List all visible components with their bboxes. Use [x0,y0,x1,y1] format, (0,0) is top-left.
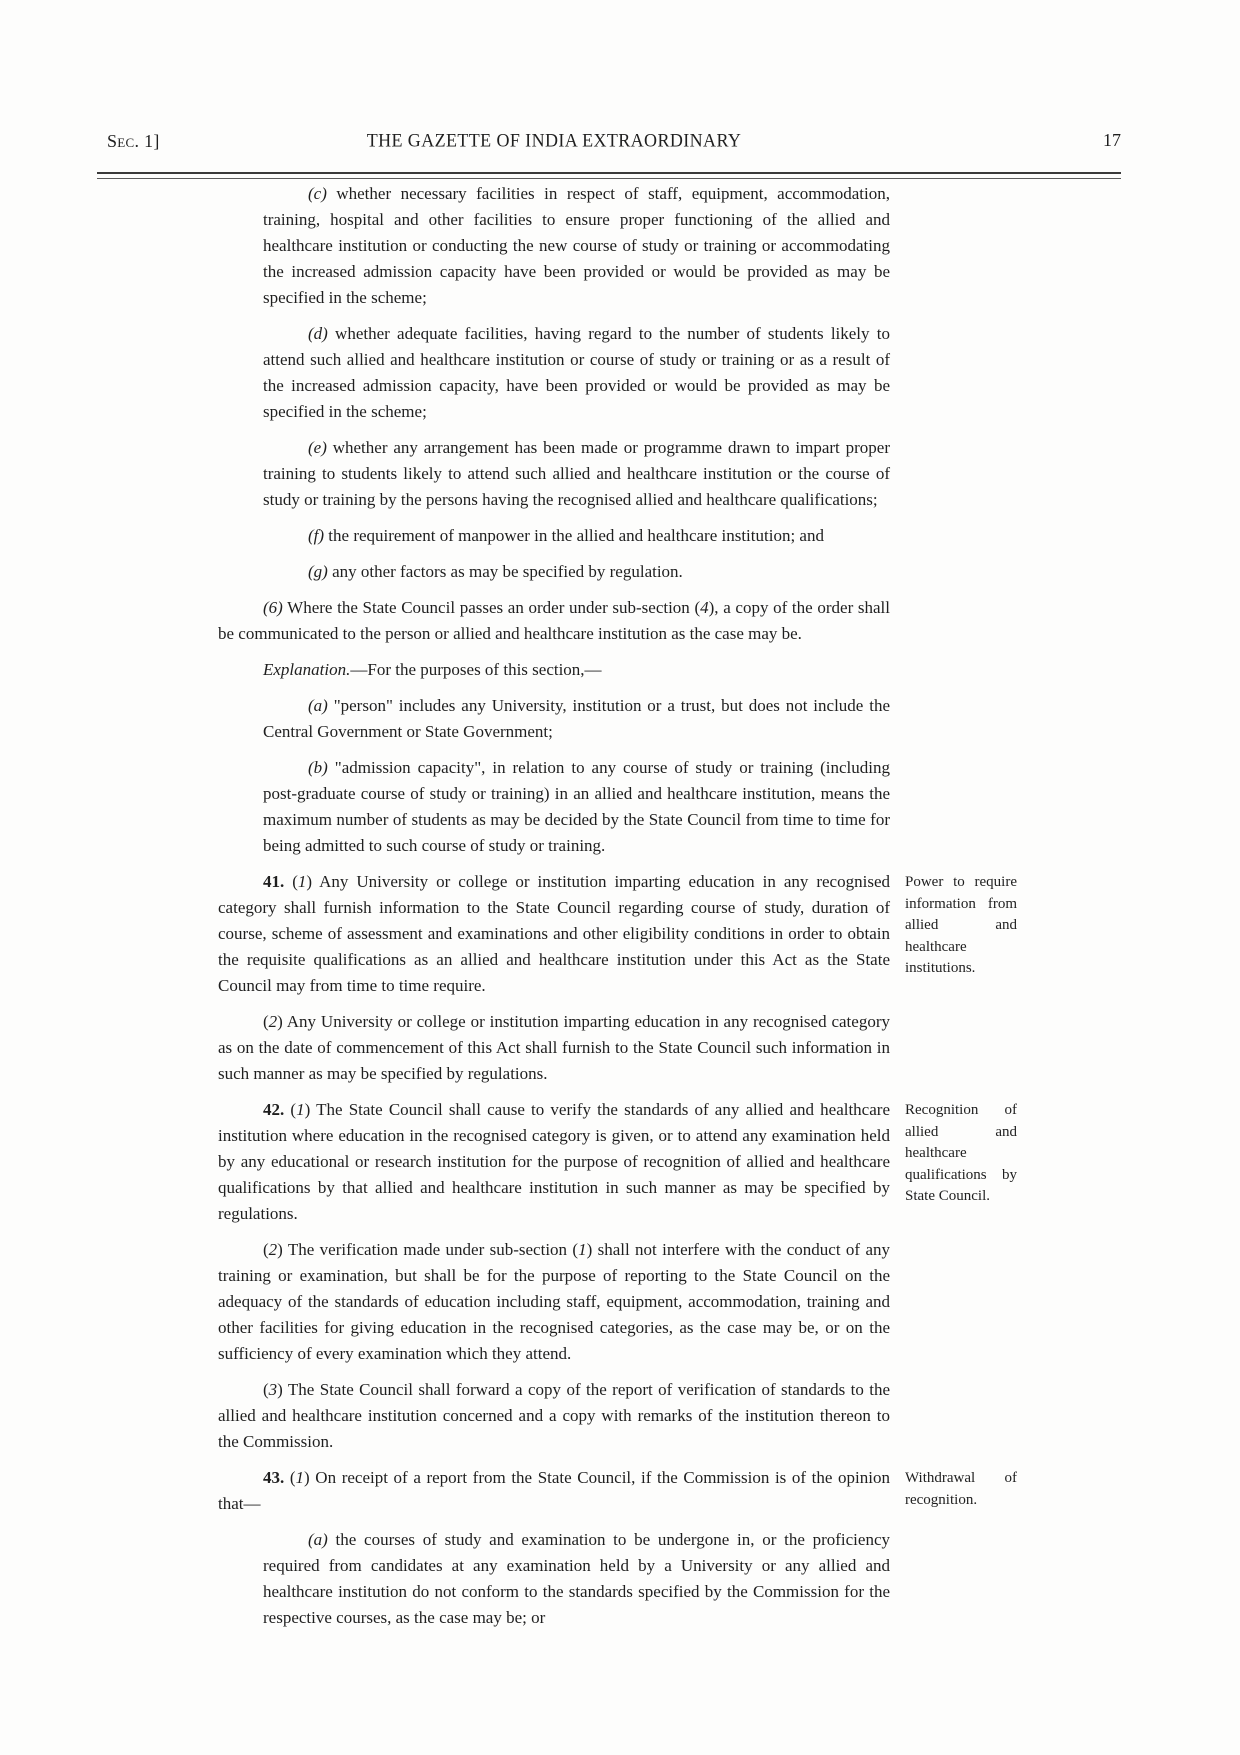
text-segment: 1 [578,1240,587,1259]
text-segment: ( [263,1012,269,1031]
text-segment: (e) [308,438,327,457]
text-segment: any other factors as may be specified by regulation. [327,562,683,581]
text-segment: (b) [308,758,328,777]
text-segment: 41. [263,872,285,891]
text-segment: ) Any University or college or institution imparting education in any recognised category as on the date of commencement of this Act shall furnish to the State Council such information in such manner as may be specified by regulations. [218,1012,890,1083]
header-double-rule [97,172,1121,179]
paragraph [218,1097,1017,1227]
text-segment: ) The State Council shall cause to verify the standards of any allied and healthcare institution where education in the recognised category is given, or to attend any examination held by any educational or research institution for the purpose of recognition of allied and healthcare qualifications by that allied and healthcare institution in such manner as may be specified by regulations. [218,1100,890,1223]
text-segment: 43. [263,1468,285,1487]
text-segment: ( [263,1380,269,1399]
margin-note: Power to require information from allied and healthcare institutions. [905,874,1017,976]
text-segment: 3 [268,1380,278,1399]
paragraph [263,693,890,745]
text-segment: ) On receipt of a report from the State Council, if the Commission is of the opinion that— [218,1468,890,1513]
header-title: THE GAZETTE OF INDIA EXTRAORDINARY [366,129,742,151]
text-segment: ) shall not interfere with the conduct of any training or examination, but shall be for the purpose of reporting to the State Council on the adequacy of the standards of education including staff, equipment, accommodation, training and other facilities for giving education in the recognised categories, as the case may be, or on the sufficiency of every examination which they attend. [218,1240,890,1363]
paragraph [218,595,890,647]
margin-note: Withdrawal of recognition. [905,1470,1017,1508]
text-segment: 1 [297,872,307,891]
paragraph [218,1377,890,1455]
paragraph [218,1465,1017,1517]
text-segment: (a) [308,696,328,715]
text-segment: (d) [308,324,328,343]
text-segment: (f) [308,526,325,545]
text-segment: 2 [268,1012,278,1031]
paragraph [218,1237,890,1367]
text-segment: whether any arrangement has been made or programme drawn to impart proper training to students likely to attend such allied and healthcare institution or the course of study or training by the persons having the recognised allied and healthcare qualifications; [263,438,890,509]
text-segment: Where the State Council passes an order under sub-section ( [282,598,701,617]
text-segment: ) The verification made under sub-section ( [277,1240,579,1259]
text-segment: (6) [263,598,283,617]
text-segment: the courses of study and examination to be undergone in, or the proficiency required from candidates at any examination held by a University or any allied and healthcare institution do not conform to the standards specified by the Commission for the respective courses, as the case may be; or [263,1530,890,1627]
header-section-label: Sec. 1] [107,131,160,151]
paragraph [263,559,890,585]
paragraph [263,435,890,513]
paragraph [218,1009,890,1087]
text-segment: 1 [295,1468,305,1487]
text-segment: (a) [308,1530,328,1549]
text-segment: Explanation. [263,660,351,679]
text-segment: ( [263,1240,269,1259]
text-segment: "admission capacity", in relation to any course of study or training (including post-graduate course of study or training) in an allied and healthcare institution, means the maximum number of students as may be decided by the State Council from time to time for being admitted to such course of study or training. [263,758,890,855]
text-segment: ) Any University or college or institution imparting education in any recognised category shall furnish information to the State Council regarding course of study, duration of course, scheme of assessment and examinations and other eligibility conditions in order to obtain the requisite qualifications as an allied and healthcare institution under this Act as the State Council may from time to time require. [218,872,890,995]
text-segment: whether adequate facilities, having regard to the number of students likely to attend such allied and healthcare institution or course of study or training or as a result of the increased admission capacity, have been provided or would be provided as may be specified in the scheme; [263,324,890,421]
paragraph [263,523,890,549]
text-segment: 1 [296,1100,305,1119]
document-body [218,181,1017,1641]
text-segment: ( [284,1100,297,1119]
text-segment: the requirement of manpower in the allied and healthcare institution; and [324,526,824,545]
text-segment: (c) [308,184,327,203]
text-segment: ) The State Council shall forward a copy of the report of verification of standards to the allied and healthcare institution concerned and a copy with remarks of the institution thereon to the Commission. [218,1380,890,1451]
paragraph [263,181,890,311]
text-segment: "person" includes any University, institution or a trust, but does not include the Central Government or State Government; [263,696,890,741]
text-segment: ), a copy of the order shall be communicated to the person or allied and healthcare institution as the case may be. [218,598,890,643]
text-segment: 2 [268,1240,278,1259]
header-page-number: 17 [1103,130,1121,150]
paragraph [218,869,1017,999]
text-segment: 4 [700,598,709,617]
text-segment: ( [284,872,298,891]
text-segment: (g) [308,562,328,581]
text-segment: —For the purposes of this section,— [350,660,602,679]
text-segment: ( [284,1468,296,1487]
text-segment: whether necessary facilities in respect of staff, equipment, accommodation, training, hospital and other facilities to ensure proper functioning of the allied and healthcare institution or conducting the new course of study or training or accommodating the increased admission capacity have been provided or would be provided as may be specified in the scheme; [263,184,890,307]
margin-note: Recognition of allied and healthcare qualifications by State Council. [905,1102,1017,1204]
text-segment: 42. [263,1100,285,1119]
paragraph [218,657,890,683]
paragraph [263,1527,890,1631]
paragraph [263,321,890,425]
paragraph [263,755,890,859]
